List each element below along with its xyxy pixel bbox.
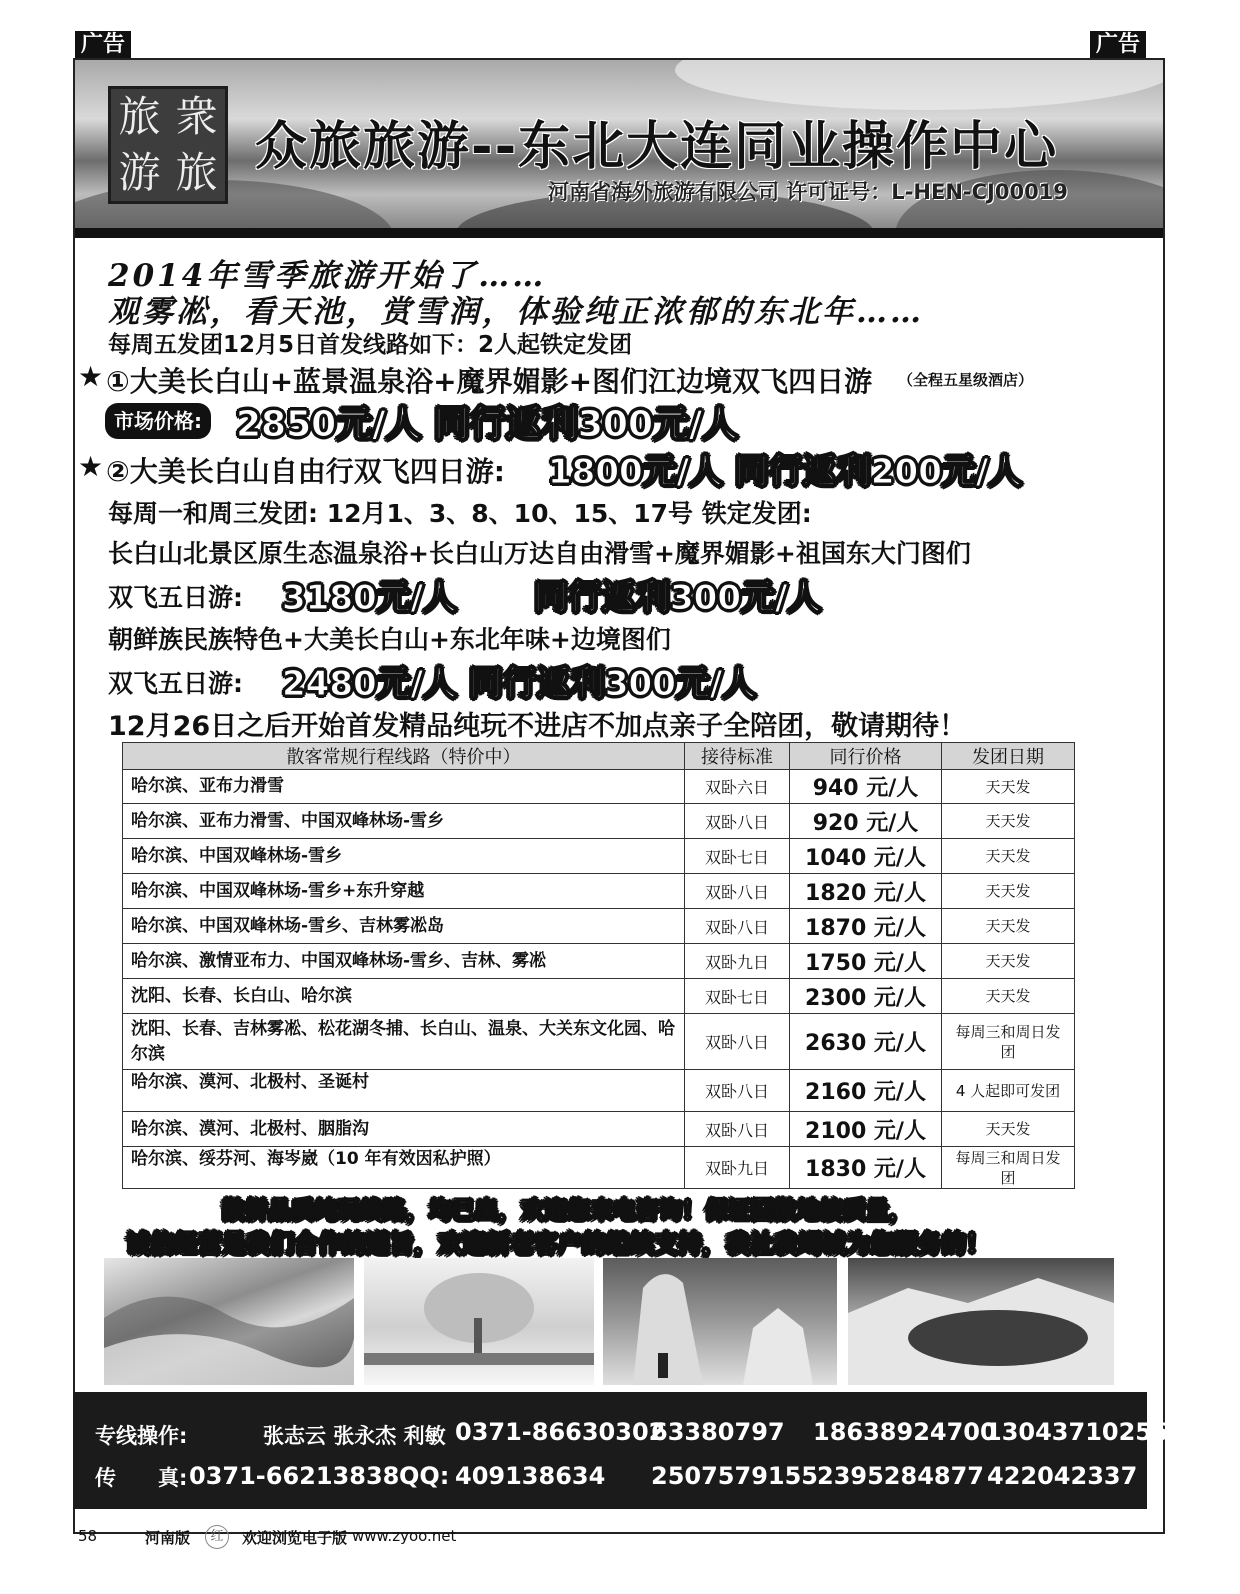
photo-rime-tree-art: [364, 1258, 594, 1385]
price-cell: 940 元/人: [790, 770, 942, 804]
price-cell: 2630 元/人: [790, 1014, 942, 1070]
contact-footer: [73, 1392, 1169, 1509]
mobile-1: 18638924700: [813, 1418, 997, 1446]
upcoming-notice: 12月26日之后开始首发精品纯玩不进店不加点亲子全陪团，敬请期待！: [108, 711, 967, 742]
mobile-2: 13043710256: [985, 1418, 1169, 1446]
intro-line-2: 观雾凇，看天池，赏雪润，体验纯正浓郁的东北年……: [108, 294, 924, 330]
ops-names: 张志云 张永杰 利敏: [263, 1424, 446, 1448]
logo-char: 旅: [175, 148, 218, 197]
header-route: 散客常规行程线路（特价中）: [123, 743, 685, 770]
tour-a-price: 3180元/人: [282, 578, 458, 618]
date-cell: 天天发: [942, 1112, 1075, 1147]
price-cell: 1870 元/人: [790, 909, 942, 944]
route-cell: 哈尔滨、亚布力滑雪、中国双峰林场-雪乡: [123, 804, 685, 839]
standard-cell: 双卧八日: [685, 804, 790, 839]
qq-2: 2507579155: [651, 1462, 818, 1490]
fax-number: 0371-66213838: [189, 1462, 400, 1490]
ops-label: 专线操作:: [95, 1424, 188, 1448]
standard-cell: 双卧六日: [685, 770, 790, 804]
standard-cell: 双卧八日: [685, 874, 790, 909]
table-row: [123, 1070, 1075, 1112]
market-price-label: 市场价格:: [108, 406, 208, 436]
route-cell: 哈尔滨、亚布力滑雪: [123, 770, 685, 804]
ad-label-left: 广告: [75, 31, 131, 59]
route-cell: 哈尔滨、漠河、北极村、圣诞村: [123, 1070, 685, 1112]
date-cell: 天天发: [942, 874, 1075, 909]
intro-line-1: 2014年雪季旅游开始了……: [108, 258, 547, 294]
table-row: [123, 804, 1075, 839]
offer2-route-b: 朝鲜族民族特色+大美长白山+东北年味+边境图们: [108, 625, 671, 654]
table-row: [123, 1014, 1075, 1070]
photo-snow-mountain-art: [104, 1258, 354, 1385]
qq-4: 422042337: [987, 1462, 1138, 1490]
table-row: [123, 944, 1075, 979]
banner-divider: [75, 228, 1163, 238]
offer1-price: 2850元/人 同行返利300元/人: [236, 404, 739, 445]
price-cell: 1830 元/人: [790, 1147, 942, 1189]
offer1-star: ★: [78, 360, 104, 393]
edition-label: 河南版: [145, 1529, 191, 1547]
welcome-text: 欢迎浏览电子版: [242, 1529, 348, 1547]
standard-cell: 双卧九日: [685, 944, 790, 979]
phone-1: 0371-86630302: [455, 1418, 666, 1446]
logo-char: 旅: [118, 92, 161, 141]
brand-logo: [108, 86, 228, 204]
photo-ice-sculpture: [603, 1258, 837, 1385]
tour-b-price: 2480元/人 同行返利300元/人: [282, 664, 757, 704]
offer2-route-a: 长白山北景区原生态温泉浴+长白山万达自由滑雪+魔界媚影+祖国东大门图们: [108, 539, 971, 568]
header-standard: 接待标准: [685, 743, 790, 770]
table-row: [123, 979, 1075, 1014]
price-cell: 2160 元/人: [790, 1070, 942, 1112]
qq-label: QQ:: [399, 1462, 450, 1490]
route-cell: 哈尔滨、激情亚布力、中国双峰林场-雪乡、吉林、雾凇: [123, 944, 685, 979]
offer1-title: ①大美长白山+蓝景温泉浴+魔界媚影+图们江边境双飞四日游: [106, 365, 873, 398]
fax-label: 传 真:: [95, 1466, 188, 1490]
offer2-title: ②大美长白山自由行双飞四日游:: [106, 455, 505, 488]
offer2-price: 1800元/人 同行返利200元/人: [548, 452, 1023, 492]
edition-badge-icon: 红: [205, 1525, 229, 1549]
photo-tianchi-lake: [848, 1258, 1114, 1385]
offer2-star: ★: [78, 450, 104, 483]
photo-rime-tree: [364, 1258, 594, 1385]
photo-tianchi-lake-art: [848, 1258, 1114, 1385]
phone-2: 63380797: [651, 1418, 785, 1446]
tour-a-label: 双飞五日游:: [108, 583, 243, 612]
date-cell: 每周三和周日发团: [942, 1147, 1075, 1189]
qq-1: 409138634: [455, 1462, 606, 1490]
standard-cell: 双卧八日: [685, 909, 790, 944]
header-date: 发团日期: [942, 743, 1075, 770]
qq-3: 2395284877: [817, 1462, 984, 1490]
offer2-schedule: 每周一和周三发团: 12月1、3、8、10、15、17号 铁定发团:: [108, 499, 812, 528]
logo-char: 游: [118, 148, 161, 197]
date-cell: 天天发: [942, 909, 1075, 944]
route-cell: 哈尔滨、中国双峰林场-雪乡+东升穿越: [123, 874, 685, 909]
brand-title: 众旅旅游--东北大连同业操作中心: [255, 117, 1059, 177]
standard-cell: 双卧八日: [685, 1112, 790, 1147]
photo-ice-sculpture-art: [603, 1258, 837, 1385]
route-cell: 哈尔滨、绥芬河、海岑崴（10 年有效因私护照）: [123, 1147, 685, 1189]
price-cell: 920 元/人: [790, 804, 942, 839]
tour-a-rebate: 同行返利300元/人: [534, 578, 822, 618]
tour-b-label: 双飞五日游:: [108, 669, 243, 698]
standard-cell: 双卧八日: [685, 1014, 790, 1070]
date-cell: 天天发: [942, 944, 1075, 979]
standard-cell: 双卧九日: [685, 1147, 790, 1189]
standard-cell: 双卧八日: [685, 1070, 790, 1112]
website-link[interactable]: www.zyoo.net: [352, 1527, 457, 1545]
route-cell: 哈尔滨、中国双峰林场-雪乡、吉林雾凇岛: [123, 909, 685, 944]
date-cell: 天天发: [942, 979, 1075, 1014]
table-row: [123, 1147, 1075, 1189]
page-number: 58: [78, 1527, 98, 1545]
brand-license: 河南省海外旅游有限公司 许可证号：L-HEN-CJ00019: [548, 180, 1068, 204]
header-price: 同行价格: [790, 743, 942, 770]
table-row: [123, 839, 1075, 874]
route-cell: 哈尔滨、中国双峰林场-雪乡: [123, 839, 685, 874]
photo-snow-mountain: [104, 1258, 354, 1385]
table-row: [123, 874, 1075, 909]
date-cell: 每周三和周日发团: [942, 1014, 1075, 1070]
route-cell: 沈阳、长春、长白山、哈尔滨: [123, 979, 685, 1014]
standard-cell: 双卧七日: [685, 979, 790, 1014]
price-cell: 1820 元/人: [790, 874, 942, 909]
date-cell: 天天发: [942, 804, 1075, 839]
date-cell: 天天发: [942, 770, 1075, 804]
slogan-line-1: 散拼品质纯玩线路，均已出，欢迎您来电咨询！保证团散地接质量，: [222, 1198, 912, 1224]
route-cell: 沈阳、长春、吉林雾凇、松花湖冬捕、长白山、温泉、大关东文化园、哈尔滨: [123, 1014, 685, 1070]
intro-line-3: 每周五发团12月5日首发线路如下：2人起铁定发团: [108, 332, 633, 358]
route-cell: 哈尔滨、漠河、北极村、胭脂沟: [123, 1112, 685, 1147]
table-row: [123, 909, 1075, 944]
table-header-row: [123, 743, 1075, 770]
slogan-line-2: 诚信经营是我们合作的遵旨，欢迎新老客户的继续支持，我社我竭诚为您服务的！: [126, 1230, 990, 1258]
price-cell: 1750 元/人: [790, 944, 942, 979]
price-cell: 2300 元/人: [790, 979, 942, 1014]
ad-label-right: 广告: [1090, 31, 1146, 59]
price-cell: 2100 元/人: [790, 1112, 942, 1147]
table-row: [123, 770, 1075, 804]
date-cell: 4 人起即可发团: [942, 1070, 1075, 1112]
route-price-table: [122, 742, 1075, 1189]
table-row: [123, 1112, 1075, 1147]
logo-char: 衆: [175, 92, 218, 141]
date-cell: 天天发: [942, 839, 1075, 874]
price-cell: 1040 元/人: [790, 839, 942, 874]
standard-cell: 双卧七日: [685, 839, 790, 874]
offer1-note: （全程五星级酒店）: [898, 371, 1034, 389]
